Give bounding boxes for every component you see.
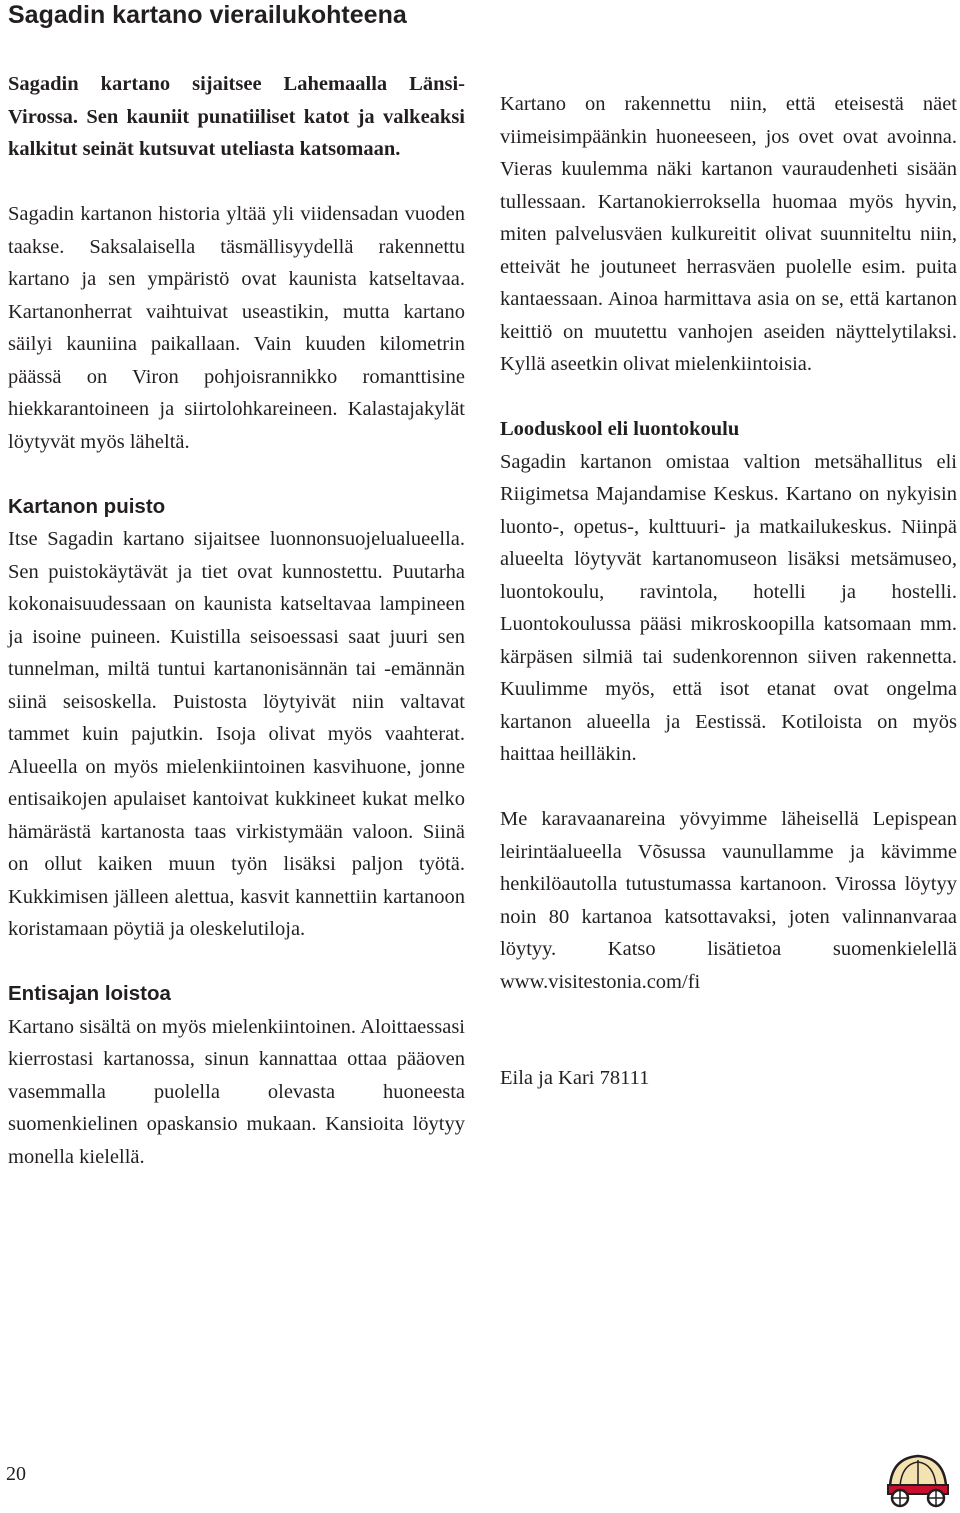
right-column — [500, 88, 957, 1095]
interior-paragraph: Kartano on rakennettu niin, että eteisestä näet viimeisimpäänkin huoneeseen, jos ovet ovat avoinna. Vieras kuulemma näki kartanon vauraudenheti sisään tullessaan. Kartanokierroksella huomaa myös hyvin, miten palvelusväen kulkureitit olivat suunniteltu niin, etteivät he joutuneet herrasväen puolelle esim. puita kantaessaan. Ainoa harmittava asia on se, että kartanon keittiö on muutettu vanhojen aseiden näyttelytilaksi. Kyllä aseetkin olivat mielenkiintoisia. — [500, 93, 957, 375]
park-paragraph: Itse Sagadin kartano sijaitsee luonnonsuojelualueella. Sen puistokäytävät ja tiet ovat kunnostettu. Puutarha kokonaisuudessaan on kaunista katseltavaa lampineen ja isoine puineen. Kuistilla seisoessasi saat juuri sen tunnelman, miltä tuntui kartanonisännän tai -emännän siinä seisoskella. Puistosta löytyivät niin valtavat tammet kuin pajutkin. Isoja olivat myös vaahterat. Alueella on myös mielenkiintoinen kasvihuone, jonne entisaikojen apulaiset kantoivat kukkineet kukat melko hämärästä kartanosta taas virkistymään valoon. Siinä on ollut kaiken muun työn lisäksi paljon työtä. Kukkimisen jälleen alettua, kasvit kannettiin kartanoon koristamaan pöytiä ja oleskelutiloja. — [8, 528, 465, 940]
school-heading: Looduskool eli luontokoulu — [500, 418, 740, 440]
signature: Eila ja Kari 78111 — [500, 1067, 650, 1089]
caravan-wagon-icon — [882, 1452, 954, 1508]
splendor-heading: Entisajan loistoa — [8, 982, 171, 1005]
school-paragraph: Sagadin kartanon omistaa valtion metsähallitus eli Riigimetsa Majandamise Keskus. Kartano on nykyisin luonto-, opetus-, kulttuuri- ja matkailukeskus. Niinpä alueelta löytyvät kartanomuseon lisäksi metsämuseo, luontokoulu, ravintola, hotelli ja hostelli. Luontokoulussa pääsi mikroskoopilla katsomaan mm. kärpäsen silmiä tai sudenkorennon siiven rakennetta. Kuulimme myös, että isot etanat ovat ongelma kartanon alueella ja Eestissä. Kotiloista on myös haittaa heilläkin. — [500, 450, 957, 765]
park-heading: Kartanon puisto — [8, 494, 166, 518]
page-title: Sagadin kartano vierailukohteena — [8, 1, 407, 29]
travel-paragraph: Me karavaanareina yövyimme läheisellä Lepispean leirintäalueella Võsussa vaunullamme ja kävimme henkilöautolla tutustumassa kartanoon. Virossa löytyy noin 80 kartanoa katsottavaksi, joten valinnanvaraa löytyy. Katso lisätietoa suomenkielellä www.visitestonia.com/fi — [500, 808, 957, 993]
history-paragraph: Sagadin kartanon historia yltää yli viidensadan vuoden taakse. Saksalaisella täsmällisyydellä rakennettu kartano ja sen ympäristö ovat kaunista katseltavaa. Kartanonherrat vaihtuivat useastikin, mutta kartano säilyi kauniina paikallaan. Vain kuuden kilometrin päässä on Viron pohjoisrannikko romanttisine hiekkarantoineen ja siirtolohkareineen. Kalastajakylät löytyvät myös läheltä. — [8, 203, 465, 453]
left-column — [8, 68, 465, 1173]
intro-paragraph: Sagadin kartano sijaitsee Lahemaalla Länsi-Virossa. Sen kauniit punatiiliset katot ja valkeaksi kalkitut seinät kutsuvat uteliasta katsomaan. — [8, 73, 465, 160]
splendor-paragraph: Kartano sisältä on myös mielenkiintoinen. Aloittaessasi kierrostasi kartanossa, sinun kannattaa ottaa pääoven vasemmalla puolella olevasta huoneesta suomenkielinen opaskansio mukaan. Kansioita löytyy monella kielellä. — [8, 1015, 465, 1168]
page-number: 20 — [6, 1463, 26, 1485]
